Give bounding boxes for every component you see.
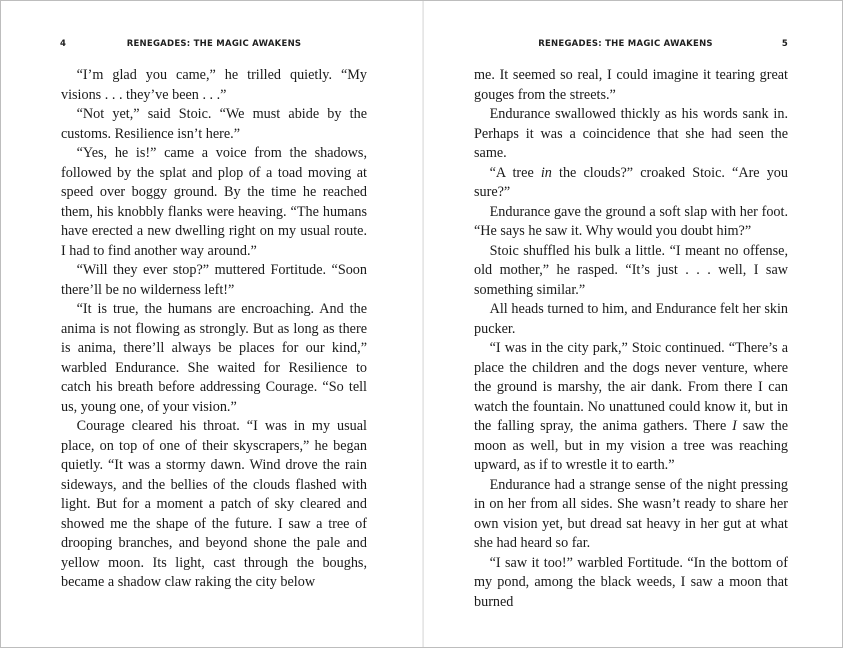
paragraph	[474, 164, 788, 203]
paragraph: “Not yet,” said Stoic. “We must abide by the customs. Resilience isn’t here.”	[61, 106, 367, 142]
italic-text: I	[732, 418, 737, 434]
text-run: saw the moon as well, but in my vision a tree was reaching upward, as if to wrestle it to earth.”	[474, 418, 788, 473]
paragraph: “I’m glad you came,” he trilled quietly. “My visions . . . they’ve been . . .”	[61, 67, 367, 103]
left-page-body	[61, 66, 367, 593]
left-page-number: 4	[60, 39, 67, 49]
right-page	[422, 1, 827, 647]
paragraph: All heads turned to him, and Endurance felt her skin pucker.	[474, 301, 788, 337]
paragraph	[474, 339, 788, 476]
paragraph: “I saw it too!” warbled Fortitude. “In the bottom of my pond, among the black weeds, I saw a moon that burned	[474, 554, 788, 610]
paragraph: Stoic shuffled his bulk a little. “I meant no offense, old mother,” he rasped. “It’s just . . . well, I saw something similar.”	[474, 242, 788, 298]
left-running-head: RENEGADES: THE MAGIC AWAKENS	[126, 39, 302, 49]
text-run: “I was in the city park,” Stoic continued. “There’s a place the children and the dogs never venture, where the ground is marshy, the air dank. From there I can watch the fountain. No unattuned could know it, but in the falling spray, the anima gathers. There	[474, 340, 788, 434]
paragraph: Endurance had a strange sense of the night pressing in on her from all sides. She wasn’t ready to share her own vision yet, but dread sat heavy in her gut at what she had heard so far.	[474, 476, 788, 551]
right-page-header	[464, 39, 787, 53]
paragraph: Endurance swallowed thickly as his words sank in. Perhaps it was a coincidence that she had seen the same.	[474, 106, 788, 161]
left-page	[1, 1, 406, 647]
text-run: “A tree	[489, 164, 541, 181]
continued-paragraph: me. It seemed so real, I could imagine it tearing great gouges from the streets.”	[474, 67, 788, 103]
paragraph: “It is true, the humans are encroaching. And the anima is not flowing as strongly. But as long as there is anima, there’ll always be places for our kind,” warbled Endurance. She waited for Resilience to catch his breath before addressing Courage. “So tell us, young one, of your vision.”	[61, 301, 367, 415]
paragraph: Endurance gave the ground a soft slap with her foot. “He says he saw it. Why would you doubt him?”	[474, 203, 788, 239]
paragraph: Courage cleared his throat. “I was in my usual place, on top of one of their skyscrapers,” he began quietly. “It was a stormy dawn. Wind drove the rain sideways, and the bellies of the clouds flashed with light. But for a moment a patch of sky cleared and showed me the shape of the future. I saw a tree of drooping branches, and beyond shone the pale and yellow moon. Its light, cast through the boughs, became a shadow claw raking the city below	[61, 418, 367, 590]
right-page-number: 5	[781, 39, 788, 49]
left-page-header	[61, 39, 367, 53]
right-running-head: RENEGADES: THE MAGIC AWAKENS	[538, 39, 713, 49]
right-page-body	[474, 66, 788, 612]
paragraph: “Yes, he is!” came a voice from the shadows, followed by the splat and plop of a toad moving at speed over boggy ground. By the time he reached them, his knobbly flanks were heaving. “The humans have erected a new dwelling right on my usual route. I had to find another way around.”	[61, 145, 367, 259]
text-run: the clouds?” croaked Stoic. “Are you sure?”	[474, 164, 788, 200]
paragraph: “Will they ever stop?” muttered Fortitude. “Soon there’ll be no wilderness left!”	[61, 262, 367, 298]
italic-text: in	[540, 164, 552, 181]
